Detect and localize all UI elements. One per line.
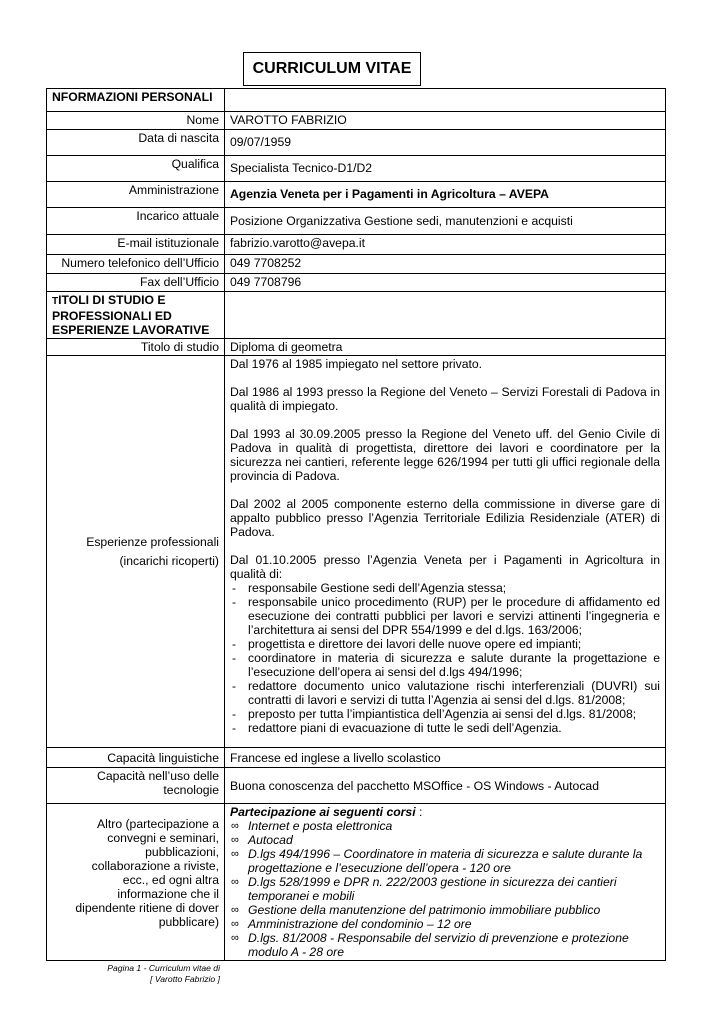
list-item: ∞ D.lgs 494/1996 – Coordinatore in materia di sicurezza e salute durante la progettazione e l’esecuzione dell’opera - 120 ore [231,847,643,875]
list-item: - coordinatore in materia di sicurezza e salute durante la progettazione e l’esecuzione dell’opera ai sensi del d.lgs 494/1996; [230,651,660,679]
row-qualifica [47,156,666,182]
value-email: fabrizio.varotto@avepa.it [225,235,666,255]
label-lingue: Capacità linguistiche [47,748,225,768]
row-data-nascita [47,130,666,156]
value-fax: 049 7708796 [225,274,666,292]
list-item: - progettista e direttore dei lavori delle nuove opere ed impianti; [230,637,660,651]
experience-paragraph: Dal 1993 al 30.09.2005 presso la Regione del Veneto uff. del Genio Civile di Padova in qualità di progettista, direttore dei lavori e coordinatore per la sicurezza nei cantieri, referente legge 626/1994 per tutti gli uffici regionale della provincia di Padova. [230,427,660,483]
row-amministrazione [47,182,666,208]
list-item: - responsabile Gestione sedi dell’Agenzia stessa; [230,581,660,595]
label-email: E-mail istituzionale [47,235,225,255]
section-header-row [47,292,666,339]
list-item: ∞ D.lgs. 81/2008 - Responsabile del servizio di prevenzione e protezione modulo A - 28 ore [231,931,629,959]
infinity-bullet-icon: ∞ [231,918,239,930]
label-data-nascita: Data di nascita [47,130,225,156]
value-qualifica: Specialista Tecnico-D1/D2 [225,156,666,182]
value-altro: Partecipazione ai seguenti corsi : ∞ Internet e posta elettronica ∞ Autocad ∞ D.lgs 494/1996 – Coordinatore in materia di sicurezza e salute durante la progettazione e l’esecuzione dell’opera - 120 ore ∞ D.lgs 528/1999 e DPR n. 222/2003 gestione in sicurezza dei cantieri temporanei e mobili ∞ Gestione della manutenzione del patrimonio immobiliare pubblico ∞ Amministrazione del condominio – 12 ore ∞ D.lgs. 81/2008 - Responsabile del servizio di prevenzione e protezione modulo A - 28 ore [225,804,666,961]
value-telefono: 049 7708252 [225,255,666,274]
duties-list [230,581,660,735]
infinity-bullet-icon: ∞ [231,932,239,944]
experience-paragraph: Dal 1976 al 1985 impiegato nel settore privato. [230,357,483,371]
list-item: ∞ Amministrazione del condominio – 12 ore [231,917,472,931]
label-telefono: Numero telefonico dell’Ufficio [47,255,225,274]
courses-header: Partecipazione ai seguenti corsi [230,805,416,819]
row-email [47,235,666,255]
infinity-bullet-icon: ∞ [231,876,239,888]
infinity-bullet-icon: ∞ [231,848,239,860]
label-altro: Altro (partecipazione a convegni e seminari, pubblicazioni, collaborazione a riviste, ecc., ed ogni altra informazione che il dipendente ritiene di dover pubblicare) [47,804,225,961]
experience-paragraph: Dal 2002 al 2005 componente esterno della commissione in diverse gare di appalto pubblico presso l’Agenzia Territoriale Edilizia Residenziale (ATER) di Padova. [230,497,660,539]
value-tecnologie: Buona conoscenza del pacchetto MSOffice - OS Windows - Autocad [225,768,666,804]
list-item: ∞ D.lgs 528/1999 e DPR n. 222/2003 gestione in sicurezza dei cantieri temporanei e mobili [231,875,617,903]
studies-header: TITOLI DI STUDIO E PROFESSIONALI ED ESPERIENZE LAVORATIVE [47,292,225,339]
row-telefono [47,255,666,274]
experience-paragraph: Dal 01.10.2005 presso l’Agenzia Veneta per i Pagamenti in Agricoltura in qualità di: [230,553,660,581]
list-item: - redattore piani di evacuazione di tutte le sedi dell’Agenzia. [230,721,660,735]
list-item: - preposto per tutta l’impiantistica dell’Agenzia ai sensi del d.lgs. 81/2008; [230,707,660,721]
label-incarico: Incarico attuale [47,208,225,235]
row-altro [47,804,666,961]
value-titolo-studio: Diploma di geometra [225,339,666,356]
infinity-bullet-icon: ∞ [231,904,239,916]
list-item: ∞ Internet e posta elettronica [231,819,393,833]
row-titolo-studio [47,339,666,356]
infinity-bullet-icon: ∞ [231,820,239,832]
value-amministrazione: Agenzia Veneta per i Pagamenti in Agricoltura – AVEPA [225,182,666,208]
label-esperienze: Esperienze professionali (incarichi ricoperti) [47,356,225,748]
label-qualifica: Qualifica [47,156,225,182]
row-esperienze [47,356,666,748]
page-footer [80,963,220,985]
label-tecnologie: Capacità nell’uso delle tecnologie [47,768,225,804]
row-tecnologie [47,768,666,804]
personal-info-header: NFORMAZIONI PERSONALI [47,89,225,112]
label-fax: Fax dell’Ufficio [47,274,225,292]
courses-list [230,819,660,959]
row-fax [47,274,666,292]
infinity-bullet-icon: ∞ [231,834,239,846]
experience-paragraph: Dal 1986 al 1993 presso la Regione del Veneto – Servizi Forestali di Padova in qualità di impiegato. [230,385,660,413]
list-item: ∞ Gestione della manutenzione del patrimonio immobiliare pubblico [231,903,601,917]
row-nome [47,112,666,130]
cv-table [46,88,666,961]
section-header-row [47,89,666,112]
list-item: - responsabile unico procedimento (RUP) per le procedure di affidamento ed esecuzione dei contratti pubblici per lavori e servizi attinenti l’ingegneria e l’architettura ai sensi del DPR 554/1999 e del d.lgs. 163/2006; [230,595,660,637]
label-amministrazione: Amministrazione [47,182,225,208]
footer-page-label: Pagina 1 - Curriculum vitae di [107,963,220,973]
footer-name: [ Varotto Fabrizio ] [150,974,220,984]
label-titolo-studio: Titolo di studio [47,339,225,356]
row-incarico [47,208,666,235]
label-nome: Nome [47,112,225,130]
value-data-nascita: 09/07/1959 [225,130,666,156]
list-item: - redattore documento unico valutazione rischi interferenziali (DUVRI) sui contratti di lavori e servizi di tutta l’Agenzia ai sensi del d.lgs. 81/2008; [230,679,660,707]
value-esperienze [225,356,666,748]
value-nome: VAROTTO FABRIZIO [225,112,666,130]
list-item: ∞ Autocad [231,833,293,847]
document-title: CURRICULUM VITAE [243,52,421,86]
value-lingue: Francese ed inglese a livello scolastico [225,748,666,768]
row-lingue [47,748,666,768]
value-incarico: Posizione Organizzativa Gestione sedi, manutenzioni e acquisti [225,208,666,235]
